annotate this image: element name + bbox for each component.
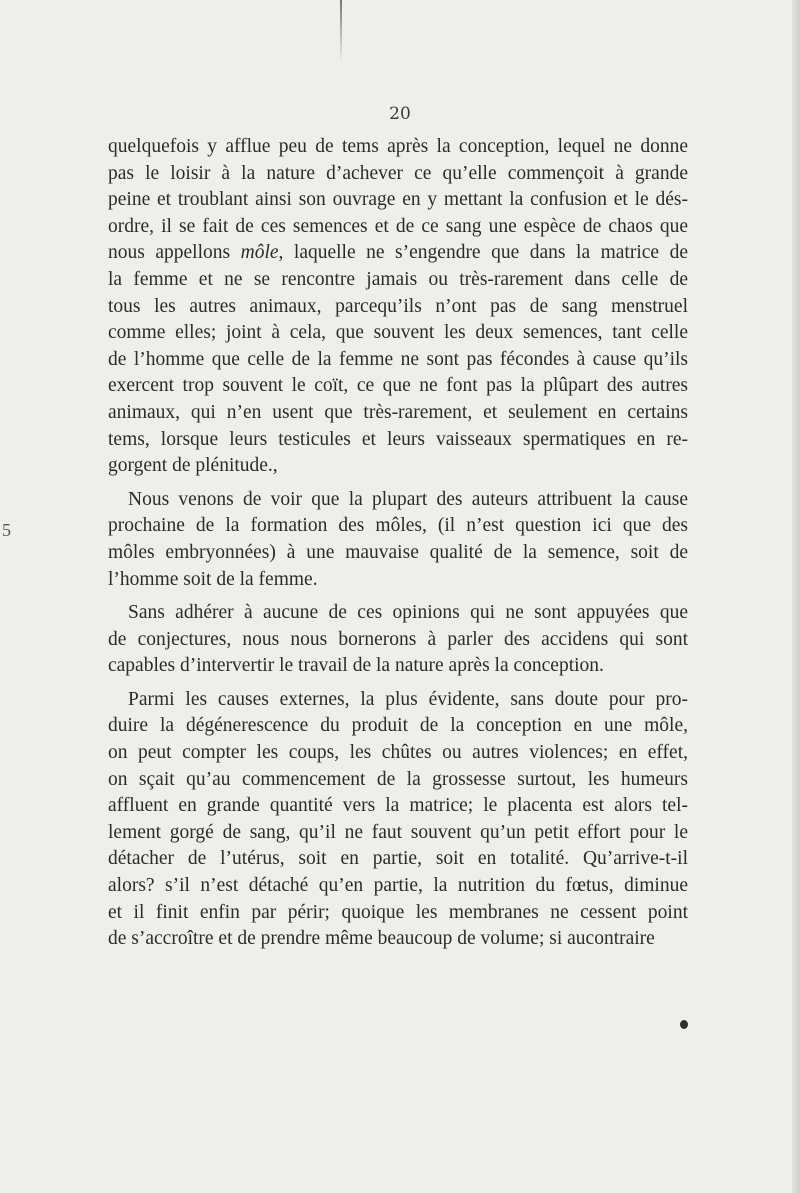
margin-mark: 5 — [2, 520, 11, 540]
text-line: de conjectures, nous nous bornerons à parler des accidens qui sont — [108, 628, 688, 650]
text-line: Nous venons de voir que la plupart des auteurs attribuent la cause — [128, 488, 688, 510]
text-line: capables d’intervertir le travail de la nature après la conception. — [108, 655, 604, 677]
text-line: môles embryonnées) à une mauvaise qualité de la semence, soit de — [108, 541, 688, 563]
text-line: peine et troublant ainsi son ouvrage en y mettant la confusion et le dés- — [108, 189, 688, 211]
text-line: de s’accroître et de prendre même beaucoup de volume; si aucontraire — [108, 928, 655, 950]
text-line: quelquefois y afflue peu de tems après la conception, lequel ne donne — [108, 136, 688, 157]
text-line: tems, lorsque leurs testicules et leurs vaisseaux spermatiques en re- — [108, 428, 688, 450]
text-line: comme elles; joint à cela, que souvent les deux semences, tant celle — [108, 322, 688, 344]
text-line: duire la dégénerescence du produit de la conception en une môle, — [108, 715, 688, 737]
text-line: alors? s’il n’est détaché qu’en partie, la nutrition du fœtus, diminue — [108, 875, 688, 897]
text-line: ordre, il se fait de ces semences et de ce sang une espèce de chaos que — [108, 215, 688, 237]
text-line: et il finit enfin par périr; quoique les membranes ne cessent point — [108, 901, 688, 923]
text-line: prochaine de la formation des môles, (il n’est question ici que des — [108, 515, 688, 537]
text-line: pas le loisir à la nature d’achever ce qu’elle commençoit à grande — [108, 162, 688, 184]
text-line: de l’homme que celle de la femme ne sont pas fécondes à cause qu’ils — [108, 348, 688, 370]
text-line: lement gorgé de sang, qu’il ne faut souvent qu’un petit effort pour le — [108, 821, 688, 843]
text-line: tous les autres animaux, parcequ’ils n’ont pas de sang menstruel — [108, 295, 688, 317]
ink-stroke — [340, 0, 342, 62]
text-line: détacher de l’utérus, soit en partie, soit en totalité. Qu’arrive-t-il — [108, 848, 688, 870]
text-line: l’homme soit de la femme. — [108, 568, 318, 590]
text-line: gorgent de plénitude., — [108, 455, 278, 477]
text-line: on peut compter les coups, les chûtes ou autres violences; en effet, — [108, 742, 688, 764]
text-line: Sans adhérer à aucune de ces opinions qui ne sont appuyées que — [128, 602, 688, 624]
text-line: animaux, qui n’en usent que très-rarement, et seulement en certains — [108, 401, 688, 423]
page-number: 20 — [389, 104, 411, 124]
ink-speck — [680, 1020, 688, 1029]
text-line: affluent en grande quantité vers la matrice; le placenta est alors tel- — [108, 795, 688, 817]
text-line: exercent trop souvent le coït, ce que ne font pas la plûpart des autres — [108, 375, 688, 397]
text-line: nous appellons môle, laquelle ne s’engendre que dans la matrice de — [108, 242, 688, 264]
body-text — [108, 134, 688, 953]
text-line: on sçait qu’au commencement de la grossesse surtout, les humeurs — [108, 768, 688, 790]
text-line: Parmi les causes externes, la plus évidente, sans doute pour pro- — [128, 688, 688, 710]
text-line: la femme et ne se rencontre jamais ou très-rarement dans celle de — [108, 268, 688, 290]
